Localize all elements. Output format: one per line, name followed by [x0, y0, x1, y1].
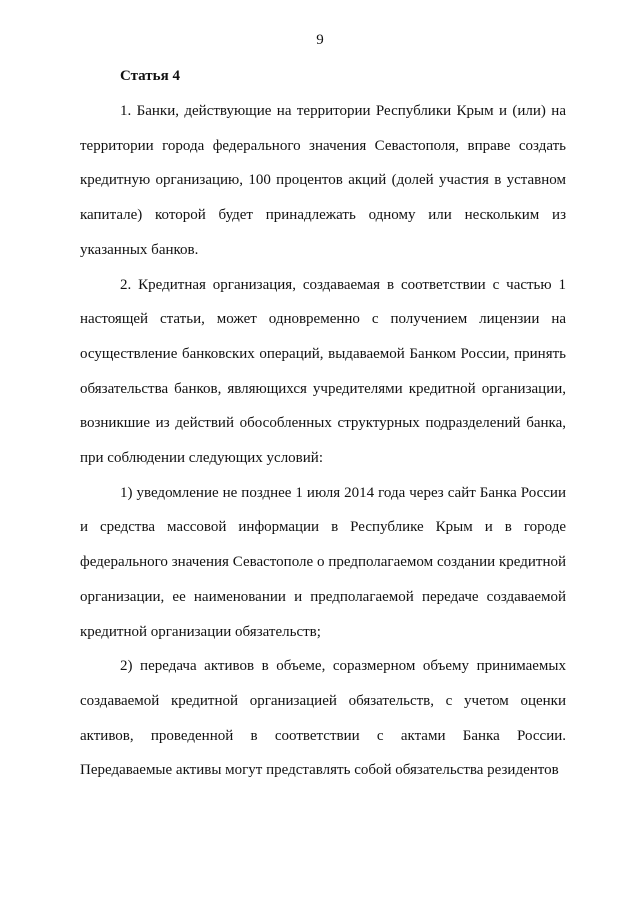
list-item-1: 1) уведомление не позднее 1 июля 2014 года через сайт Банка России и средства массовой информации в Республике Крым и в городе федерального значения Севастополе о предполагаемом создании кредитной организации, ее наименовании и предполагаемой передаче создаваемой кредитной организации обязательств;	[80, 484, 566, 640]
paragraph-1: 1. Банки, действующие на территории Республики Крым и (или) на территории города федерального значения Севастополя, вправе создать кредитную организацию, 100 процентов акций (долей участия в уставном капитале) которой будет принадлежать одному или нескольким из указанных банков.	[80, 103, 566, 258]
page-number: 9	[316, 32, 324, 48]
article-heading: Статья 4	[120, 68, 180, 84]
document-body	[80, 94, 566, 788]
paragraph-2: 2. Кредитная организация, создаваемая в соответствии с частью 1 настоящей статьи, может одновременно с получением лицензии на осуществление банковских операций, выдаваемой Банком России, принять обязательства банков, являющихся учредителями кредитной организации, возникшие из действий обособленных структурных подразделений банка, при соблюдении следующих условий:	[80, 276, 566, 467]
list-item-2: 2) передача активов в объеме, соразмерном объему принимаемых создаваемой кредитной организацией обязательств, с учетом оценки активов, проведенной в соответствии с актами Банка России. Передаваемые активы могут представлять собой обязательства резидентов	[80, 658, 566, 779]
